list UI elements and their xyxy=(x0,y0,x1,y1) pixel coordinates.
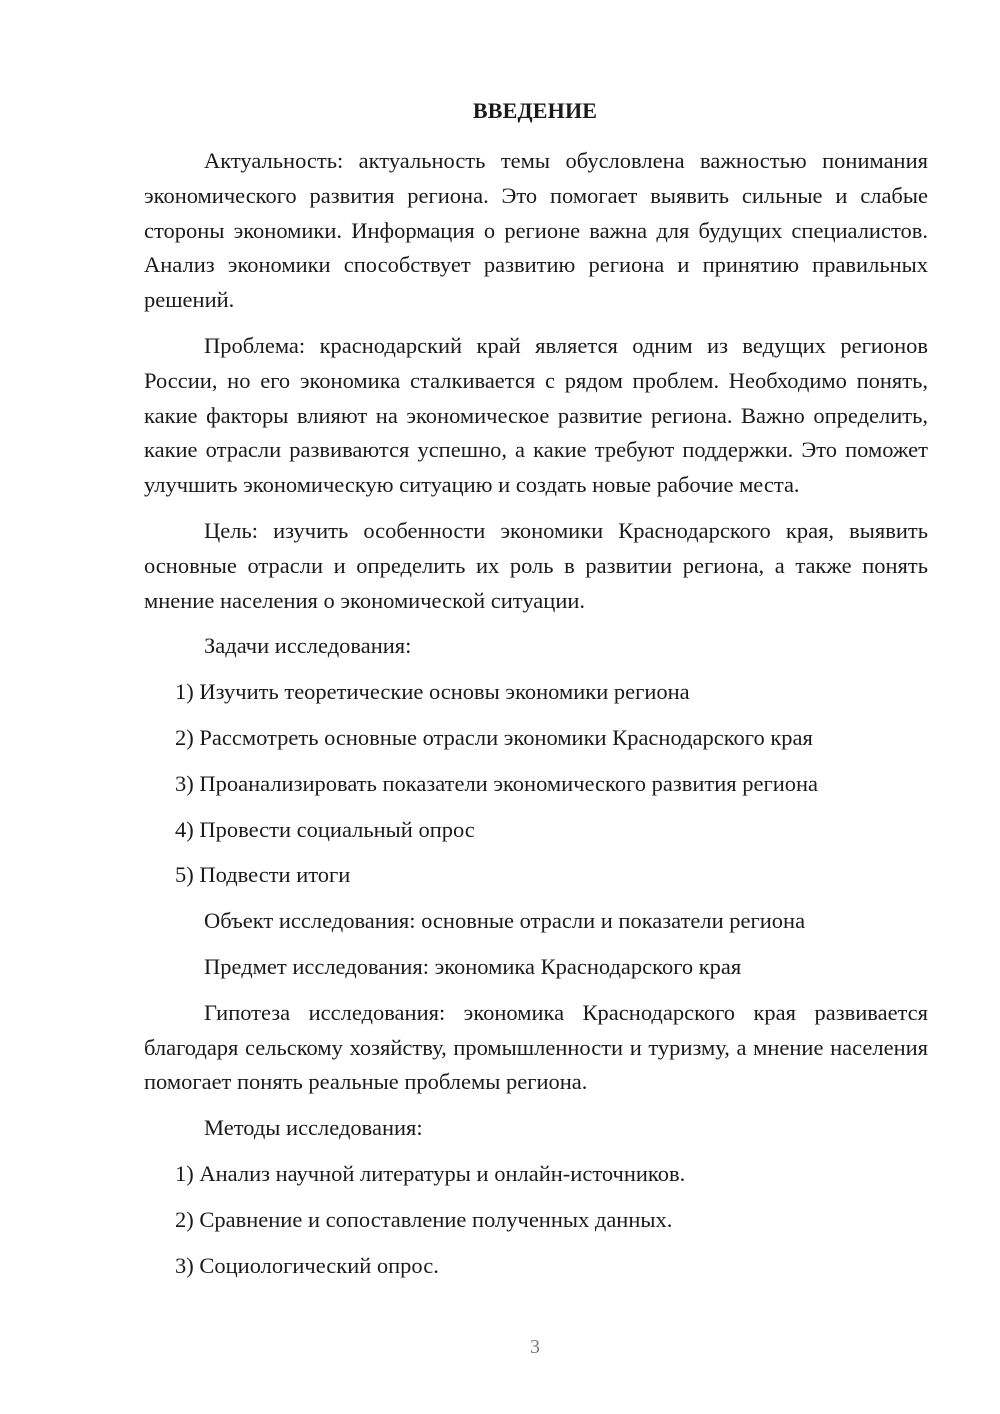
task-item: 2) Рассмотреть основные отрасли экономики Краснодарского края xyxy=(175,724,813,750)
method-item: 3) Социологический опрос. xyxy=(175,1252,439,1278)
relevance-paragraph: Актуальность: актуальность темы обусловлена важностью понимания экономического развития региона. Это помогает выявить сильные и слабые стороны экономики. Информация о регионе важна для будущих специалистов. Анализ экономики способствует развитию региона и принятию правильных решений. xyxy=(144,148,928,313)
goal-paragraph: Цель: изучить особенности экономики Краснодарского края, выявить основные отрасли и определить их роль в развитии региона, а также понять мнение населения о экономической ситуации. xyxy=(144,517,928,613)
tasks-heading: Задачи исследования: xyxy=(204,633,412,659)
hypothesis-paragraph: Гипотеза исследования: экономика Краснодарского края развивается благодаря сельскому хозяйству, промышленности и туризму, а мнение населения помогает понять реальные проблемы региона. xyxy=(144,999,928,1095)
method-item: 2) Сравнение и сопоставление полученных данных. xyxy=(175,1206,673,1232)
page-title: ВВЕДЕНИЕ xyxy=(472,98,598,123)
method-item: 1) Анализ научной литературы и онлайн-источников. xyxy=(175,1160,686,1186)
task-item: 3) Проанализировать показатели экономического развития региона xyxy=(175,770,819,796)
tasks-list xyxy=(144,675,928,893)
research-subject: Предмет исследования: экономика Краснодарского края xyxy=(204,953,742,979)
task-item: 4) Провести социальный опрос xyxy=(175,816,475,842)
task-item: 5) Подвести итоги xyxy=(175,862,351,888)
task-item: 1) Изучить теоретические основы экономики региона xyxy=(175,679,690,705)
page-number: 3 xyxy=(530,1336,540,1358)
problem-paragraph: Проблема: краснодарский край является одним из ведущих регионов России, но его экономика сталкивается с рядом проблем. Необходимо понять, какие факторы влияют на экономическое развитие региона. Важно определить, какие отрасли развиваются успешно, а какие требуют поддержки. Это поможет улучшить экономическую ситуацию и создать новые рабочие места. xyxy=(144,332,928,498)
research-object: Объект исследования: основные отрасли и показатели региона xyxy=(204,908,806,934)
methods-list xyxy=(144,1157,928,1283)
methods-heading: Методы исследования: xyxy=(204,1115,423,1141)
document-body xyxy=(144,144,928,1294)
